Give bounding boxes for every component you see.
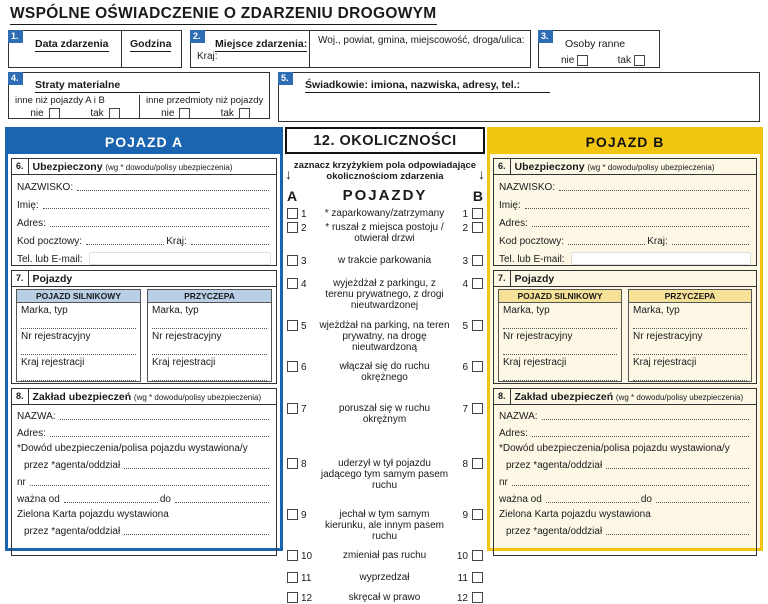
country-label-a: Kraj: bbox=[166, 236, 187, 247]
damage-other-vehicles-label: inne niż pojazdy A i B bbox=[15, 95, 105, 106]
damage-other-vehicles-half bbox=[9, 95, 139, 119]
green-agent-input-b[interactable] bbox=[606, 524, 749, 535]
circumstance-6-checkbox-a[interactable] bbox=[287, 361, 298, 372]
date-of-accident-box bbox=[8, 30, 182, 68]
circumstance-12-checkbox-a[interactable] bbox=[287, 592, 298, 603]
circumstance-11-checkbox-b[interactable] bbox=[472, 572, 483, 583]
circumstance-2-label: * ruszał z miejsca postoju / otwierał drzwi bbox=[325, 222, 444, 244]
reg-input-motor-a[interactable] bbox=[21, 345, 136, 355]
insured-subtitle-b: (wg * dowodu/polisy ubezpieczenia) bbox=[587, 163, 715, 172]
circumstance-11-label: wyprzedzał bbox=[359, 572, 410, 583]
section-2-badge: 2. bbox=[190, 30, 205, 43]
damage-vehicles-yes-label: tak bbox=[90, 108, 104, 119]
circumstance-4-checkbox-a[interactable] bbox=[287, 278, 298, 289]
damage-vehicles-yes-checkbox[interactable] bbox=[109, 108, 120, 119]
circumstance-10-label: zmieniał pas ruchu bbox=[342, 550, 427, 561]
circumstance-5-checkbox-b[interactable] bbox=[472, 320, 483, 331]
insurer-address-label-b: Adres: bbox=[499, 428, 528, 439]
circumstance-4-checkbox-b[interactable] bbox=[472, 278, 483, 289]
regcountry-label-trailer-a: Kraj rejestracji bbox=[152, 357, 216, 368]
place-of-accident-box bbox=[190, 30, 531, 68]
circumstance-row-3 bbox=[287, 255, 483, 267]
insured-title-a: Ubezpieczony bbox=[32, 161, 103, 173]
injured-no-label: nie bbox=[561, 55, 575, 66]
circumstance-7-num-b: 7 bbox=[462, 404, 468, 415]
regcountry-input-trailer-b[interactable] bbox=[633, 371, 747, 381]
country-input-a[interactable] bbox=[191, 234, 269, 245]
make-input-motor-b[interactable] bbox=[503, 319, 617, 329]
time-label: Godzina bbox=[130, 38, 172, 50]
damage-objects-yes-checkbox[interactable] bbox=[239, 108, 250, 119]
circumstance-3-num-b: 3 bbox=[462, 256, 468, 267]
country-label-b: Kraj: bbox=[647, 236, 668, 247]
circumstance-3-checkbox-a[interactable] bbox=[287, 255, 298, 266]
circumstance-11-checkbox-a[interactable] bbox=[287, 572, 298, 583]
reg-input-trailer-a[interactable] bbox=[152, 345, 267, 355]
address-label-a: Adres: bbox=[17, 218, 46, 229]
vehicles-title-b: Pojazdy bbox=[514, 273, 555, 285]
insured-section-a bbox=[11, 158, 277, 266]
make-label-trailer-b: Marka, typ bbox=[633, 305, 680, 316]
place-country-label: Kraj: bbox=[197, 51, 218, 62]
circumstance-row-10 bbox=[287, 550, 483, 562]
circumstance-12-num-a: 12 bbox=[301, 593, 313, 604]
insurer-name-input-a[interactable] bbox=[60, 409, 269, 420]
valid-from-input-a[interactable] bbox=[64, 492, 158, 503]
circumstance-row-2 bbox=[287, 222, 483, 244]
circumstance-row-11 bbox=[287, 572, 483, 584]
regcountry-label-motor-b: Kraj rejestracji bbox=[503, 357, 567, 368]
form-title: WSPÓLNE OŚWIADCZENIE O ZDARZENIU DROGOWYM bbox=[10, 5, 437, 25]
circumstance-6-num-a: 6 bbox=[301, 362, 307, 373]
trailer-header-b: PRZYCZEPA bbox=[629, 290, 751, 303]
circumstance-11-num-b: 11 bbox=[457, 573, 468, 584]
phone-label-b: Tel. lub E-mail: bbox=[499, 254, 565, 265]
circumstance-10-checkbox-b[interactable] bbox=[472, 550, 483, 561]
circumstance-10-num-a: 10 bbox=[301, 551, 313, 562]
valid-from-label-a: ważna od bbox=[17, 494, 60, 505]
circumstance-8-num-b: 8 bbox=[462, 459, 468, 470]
address-input-a[interactable] bbox=[50, 216, 269, 227]
postcode-input-b[interactable] bbox=[568, 234, 645, 245]
circumstance-6-checkbox-b[interactable] bbox=[472, 361, 483, 372]
vehicle-a-header: POJAZD A bbox=[8, 130, 280, 154]
section-8-badge-b: 8. bbox=[494, 389, 511, 405]
circumstance-9-checkbox-a[interactable] bbox=[287, 509, 298, 520]
injured-yes-checkbox[interactable] bbox=[634, 55, 645, 66]
insurer-title-b: Zakład ubezpieczeń bbox=[514, 391, 614, 403]
vehicles-section-b bbox=[493, 270, 757, 384]
green-agent-input-a[interactable] bbox=[124, 524, 269, 535]
column-a-letter: A bbox=[287, 187, 298, 204]
section-5-badge: 5. bbox=[278, 72, 293, 85]
injured-label: Osoby ranne bbox=[565, 38, 626, 50]
policy-line-a: *Dowód ubezpieczenia/polisa pojazdu wystawiona/y bbox=[17, 443, 248, 454]
firstname-input-a[interactable] bbox=[43, 198, 269, 209]
agent-input-b[interactable] bbox=[606, 458, 749, 469]
circumstance-5-num-a: 5 bbox=[301, 321, 307, 332]
place-input-area[interactable] bbox=[309, 31, 530, 67]
motor-vehicle-header-b: POJAZD SILNIKOWY bbox=[499, 290, 621, 303]
valid-from-label-b: ważna od bbox=[499, 494, 542, 505]
damage-other-objects-half bbox=[139, 95, 269, 119]
trailer-box-b bbox=[628, 289, 752, 382]
circumstance-row-5 bbox=[287, 320, 483, 353]
circumstance-3-num-a: 3 bbox=[301, 256, 307, 267]
circumstance-12-num-b: 12 bbox=[456, 593, 468, 604]
circumstance-1-checkbox-a[interactable] bbox=[287, 208, 298, 219]
material-damage-box bbox=[8, 72, 270, 119]
circumstance-8-checkbox-a[interactable] bbox=[287, 458, 298, 469]
circumstance-8-checkbox-b[interactable] bbox=[472, 458, 483, 469]
time-field[interactable] bbox=[121, 31, 181, 67]
insured-section-b bbox=[493, 158, 757, 266]
insurer-subtitle-b: (wg * dowodu/polisy ubezpieczenia) bbox=[615, 393, 744, 402]
insurer-address-input-a[interactable] bbox=[50, 426, 269, 437]
vehicle-b-column bbox=[487, 127, 763, 551]
circumstance-rows bbox=[287, 208, 483, 604]
circumstance-10-checkbox-a[interactable] bbox=[287, 550, 298, 561]
witnesses-label: Świadkowie: imiona, nazwiska, adresy, tel.: bbox=[305, 79, 550, 93]
regcountry-label-motor-a: Kraj rejestracji bbox=[21, 357, 85, 368]
circumstance-8-label: uderzył w tył pojazdu jadącego tym samym pasem ruchu bbox=[320, 458, 449, 491]
circumstance-row-4 bbox=[287, 278, 483, 311]
vehicles-section-a bbox=[11, 270, 277, 384]
make-input-trailer-a[interactable] bbox=[152, 319, 267, 329]
circumstance-5-label: wjeżdżał na parking, na teren prywatny, na drogę nieutwardzoną bbox=[319, 320, 450, 353]
insurer-address-label-a: Adres: bbox=[17, 428, 46, 439]
green-card-line-a: Zielona Karta pojazdu wystawiona bbox=[17, 509, 169, 520]
section-7-badge-a: 7. bbox=[12, 271, 29, 287]
make-input-trailer-b[interactable] bbox=[633, 319, 747, 329]
motor-vehicle-box-b bbox=[498, 289, 622, 382]
circumstance-row-12 bbox=[287, 592, 483, 604]
circumstance-9-checkbox-b[interactable] bbox=[472, 509, 483, 520]
trailer-header-a: PRZYCZEPA bbox=[148, 290, 271, 303]
green-agent-label-a: przez *agenta/oddział bbox=[24, 526, 121, 537]
agent-line-label-a: przez *agenta/oddział bbox=[24, 460, 121, 471]
circumstance-2-checkbox-a[interactable] bbox=[287, 222, 298, 233]
firstname-label-a: Imię: bbox=[17, 200, 39, 211]
trailer-box-a bbox=[147, 289, 272, 382]
country-input-b[interactable] bbox=[672, 234, 749, 245]
circumstance-row-7 bbox=[287, 403, 483, 425]
valid-from-input-b[interactable] bbox=[546, 492, 639, 503]
circumstance-11-num-a: 11 bbox=[301, 573, 312, 584]
damage-objects-no-checkbox[interactable] bbox=[179, 108, 190, 119]
agent-line-label-b: przez *agenta/oddział bbox=[506, 460, 603, 471]
circumstance-7-checkbox-b[interactable] bbox=[472, 403, 483, 414]
insurer-name-label-a: NAZWA: bbox=[17, 411, 56, 422]
place-label: Miejsce zdarzenia: bbox=[215, 38, 308, 50]
surname-input-b[interactable] bbox=[559, 180, 749, 191]
circumstance-3-checkbox-b[interactable] bbox=[472, 255, 483, 266]
circumstance-1-checkbox-b[interactable] bbox=[472, 208, 483, 219]
policy-number-input-a[interactable] bbox=[30, 475, 269, 486]
postcode-label-b: Kod pocztowy: bbox=[499, 236, 565, 247]
valid-to-input-b[interactable] bbox=[656, 492, 749, 503]
circumstance-6-num-b: 6 bbox=[462, 362, 468, 373]
insurer-name-label-b: NAZWA: bbox=[499, 411, 538, 422]
damage-objects-no-label: nie bbox=[161, 108, 175, 119]
circumstance-9-label: jechał w tym samym kierunku, ale innym pasem ruchu bbox=[325, 509, 444, 542]
injured-persons-box bbox=[538, 30, 660, 68]
place-hint: Woj., powiat, gmina, miejscowość, droga/ulica: bbox=[318, 35, 525, 46]
surname-label-b: NAZWISKO: bbox=[499, 182, 556, 193]
circumstance-row-9 bbox=[287, 509, 483, 542]
circumstance-1-label: * zaparkowany/zatrzymany bbox=[324, 208, 445, 219]
section-6-badge-a: 6. bbox=[12, 159, 29, 175]
circumstance-4-num-b: 4 bbox=[462, 279, 468, 290]
section-4-badge: 4. bbox=[8, 72, 23, 85]
circumstance-1-num-b: 1 bbox=[462, 209, 468, 220]
valid-to-input-a[interactable] bbox=[175, 492, 269, 503]
regcountry-input-motor-b[interactable] bbox=[503, 371, 617, 381]
circumstance-7-label: poruszał się w ruchu okrężnym bbox=[338, 403, 431, 425]
circumstance-3-label: w trakcie parkowania bbox=[337, 255, 432, 266]
policy-number-label-a: nr bbox=[17, 477, 26, 488]
postcode-label-a: Kod pocztowy: bbox=[17, 236, 83, 247]
vehicle-a-column bbox=[5, 127, 283, 551]
insurer-title-a: Zakład ubezpieczeń bbox=[32, 391, 132, 403]
firstname-input-b[interactable] bbox=[525, 198, 749, 209]
firstname-label-b: Imię: bbox=[499, 200, 521, 211]
green-agent-label-b: przez *agenta/oddział bbox=[506, 526, 603, 537]
policy-line-b: *Dowód ubezpieczenia/polisa pojazdu wystawiona/y bbox=[499, 443, 730, 454]
policy-number-label-b: nr bbox=[499, 477, 508, 488]
reg-label-trailer-a: Nr rejestracyjny bbox=[152, 331, 222, 342]
circumstance-2-num-a: 2 bbox=[301, 223, 307, 234]
circumstance-9-num-b: 9 bbox=[462, 510, 468, 521]
date-field[interactable] bbox=[9, 31, 121, 67]
circumstance-row-1 bbox=[287, 208, 483, 220]
column-b-letter: B bbox=[472, 187, 483, 204]
damage-other-objects-label: inne przedmioty niż pojazdy bbox=[146, 95, 264, 106]
phone-input-a[interactable] bbox=[89, 252, 271, 265]
section-3-badge: 3. bbox=[538, 30, 553, 43]
motor-vehicle-header-a: POJAZD SILNIKOWY bbox=[17, 290, 140, 303]
reg-input-trailer-b[interactable] bbox=[633, 345, 747, 355]
insurer-subtitle-a: (wg * dowodu/polisy ubezpieczenia) bbox=[133, 393, 262, 402]
section-8-badge-a: 8. bbox=[12, 389, 29, 405]
circumstance-12-checkbox-b[interactable] bbox=[472, 592, 483, 603]
circumstance-12-label: skręcał w prawo bbox=[348, 592, 421, 603]
section-6-badge-b: 6. bbox=[494, 159, 511, 175]
damage-label: Straty materialne bbox=[35, 79, 200, 93]
insurer-name-input-b[interactable] bbox=[542, 409, 749, 420]
valid-to-label-b: do bbox=[640, 494, 652, 505]
reg-label-trailer-b: Nr rejestracyjny bbox=[633, 331, 703, 342]
valid-to-label-a: do bbox=[159, 494, 171, 505]
damage-vehicles-no-checkbox[interactable] bbox=[49, 108, 60, 119]
circumstance-row-6 bbox=[287, 361, 483, 383]
insured-subtitle-a: (wg * dowodu/polisy ubezpieczenia) bbox=[105, 163, 233, 172]
surname-label-a: NAZWISKO: bbox=[17, 182, 74, 193]
policy-number-input-b[interactable] bbox=[512, 475, 749, 486]
circumstance-7-num-a: 7 bbox=[301, 404, 307, 415]
circumstance-2-checkbox-b[interactable] bbox=[472, 222, 483, 233]
circumstance-4-label: wyjeżdżał z parkingu, z terenu prywatnego, z drogi nieutwardzonej bbox=[325, 278, 444, 311]
circumstance-7-checkbox-a[interactable] bbox=[287, 403, 298, 414]
date-label: Data zdarzenia bbox=[35, 38, 109, 50]
vehicles-title-a: Pojazdy bbox=[32, 273, 73, 285]
section-1-badge: 1. bbox=[8, 30, 23, 43]
address-input-b[interactable] bbox=[532, 216, 749, 227]
postcode-input-a[interactable] bbox=[86, 234, 164, 245]
circumstance-5-num-b: 5 bbox=[462, 321, 468, 332]
insured-title-b: Ubezpieczony bbox=[514, 161, 585, 173]
insurer-section-a bbox=[11, 388, 277, 556]
down-arrow-icon-right: ↓ bbox=[478, 166, 485, 182]
section-7-badge-b: 7. bbox=[494, 271, 511, 287]
circumstance-row-8 bbox=[287, 458, 483, 491]
green-card-line-b: Zielona Karta pojazdu wystawiona bbox=[499, 509, 651, 520]
make-input-motor-a[interactable] bbox=[21, 319, 136, 329]
place-label-cell bbox=[191, 31, 309, 67]
make-label-motor-a: Marka, typ bbox=[21, 305, 68, 316]
insurer-section-b bbox=[493, 388, 757, 556]
damage-objects-yes-label: tak bbox=[220, 108, 234, 119]
insurer-address-input-b[interactable] bbox=[532, 426, 749, 437]
circumstance-5-checkbox-a[interactable] bbox=[287, 320, 298, 331]
make-label-trailer-a: Marka, typ bbox=[152, 305, 199, 316]
witnesses-box[interactable] bbox=[278, 72, 760, 122]
reg-label-motor-b: Nr rejestracyjny bbox=[503, 331, 573, 342]
injured-no-checkbox[interactable] bbox=[577, 55, 588, 66]
circumstance-6-label: włączał się do ruchu okrężnego bbox=[339, 361, 430, 383]
motor-vehicle-box-a bbox=[16, 289, 141, 382]
make-label-motor-b: Marka, typ bbox=[503, 305, 550, 316]
circumstances-instruction: zaznacz krzyżykiem pola odpowiadające okolicznościom zdarzenia bbox=[293, 160, 477, 182]
injured-yes-label: tak bbox=[617, 55, 631, 66]
phone-label-a: Tel. lub E-mail: bbox=[17, 254, 83, 265]
reg-label-motor-a: Nr rejestracyjny bbox=[21, 331, 91, 342]
circumstances-column bbox=[283, 127, 487, 604]
circumstance-2-num-b: 2 bbox=[462, 223, 468, 234]
phone-input-b[interactable] bbox=[571, 252, 751, 265]
damage-vehicles-no-label: nie bbox=[30, 108, 44, 119]
agent-input-a[interactable] bbox=[124, 458, 269, 469]
address-label-b: Adres: bbox=[499, 218, 528, 229]
down-arrow-icon-left: ↓ bbox=[285, 166, 292, 182]
circumstance-8-num-a: 8 bbox=[301, 459, 307, 470]
circumstances-title: 12. OKOLICZNOŚCI bbox=[285, 127, 485, 154]
regcountry-input-trailer-a[interactable] bbox=[152, 371, 267, 381]
circumstance-1-num-a: 1 bbox=[301, 209, 307, 220]
regcountry-input-motor-a[interactable] bbox=[21, 371, 136, 381]
vehicles-center-label: POJAZDY bbox=[342, 187, 428, 204]
circumstance-4-num-a: 4 bbox=[301, 279, 307, 290]
surname-input-a[interactable] bbox=[77, 180, 269, 191]
reg-input-motor-b[interactable] bbox=[503, 345, 617, 355]
circumstance-10-num-b: 10 bbox=[456, 551, 468, 562]
vehicle-b-header: POJAZD B bbox=[490, 130, 760, 154]
regcountry-label-trailer-b: Kraj rejestracji bbox=[633, 357, 697, 368]
circumstance-9-num-a: 9 bbox=[301, 510, 307, 521]
